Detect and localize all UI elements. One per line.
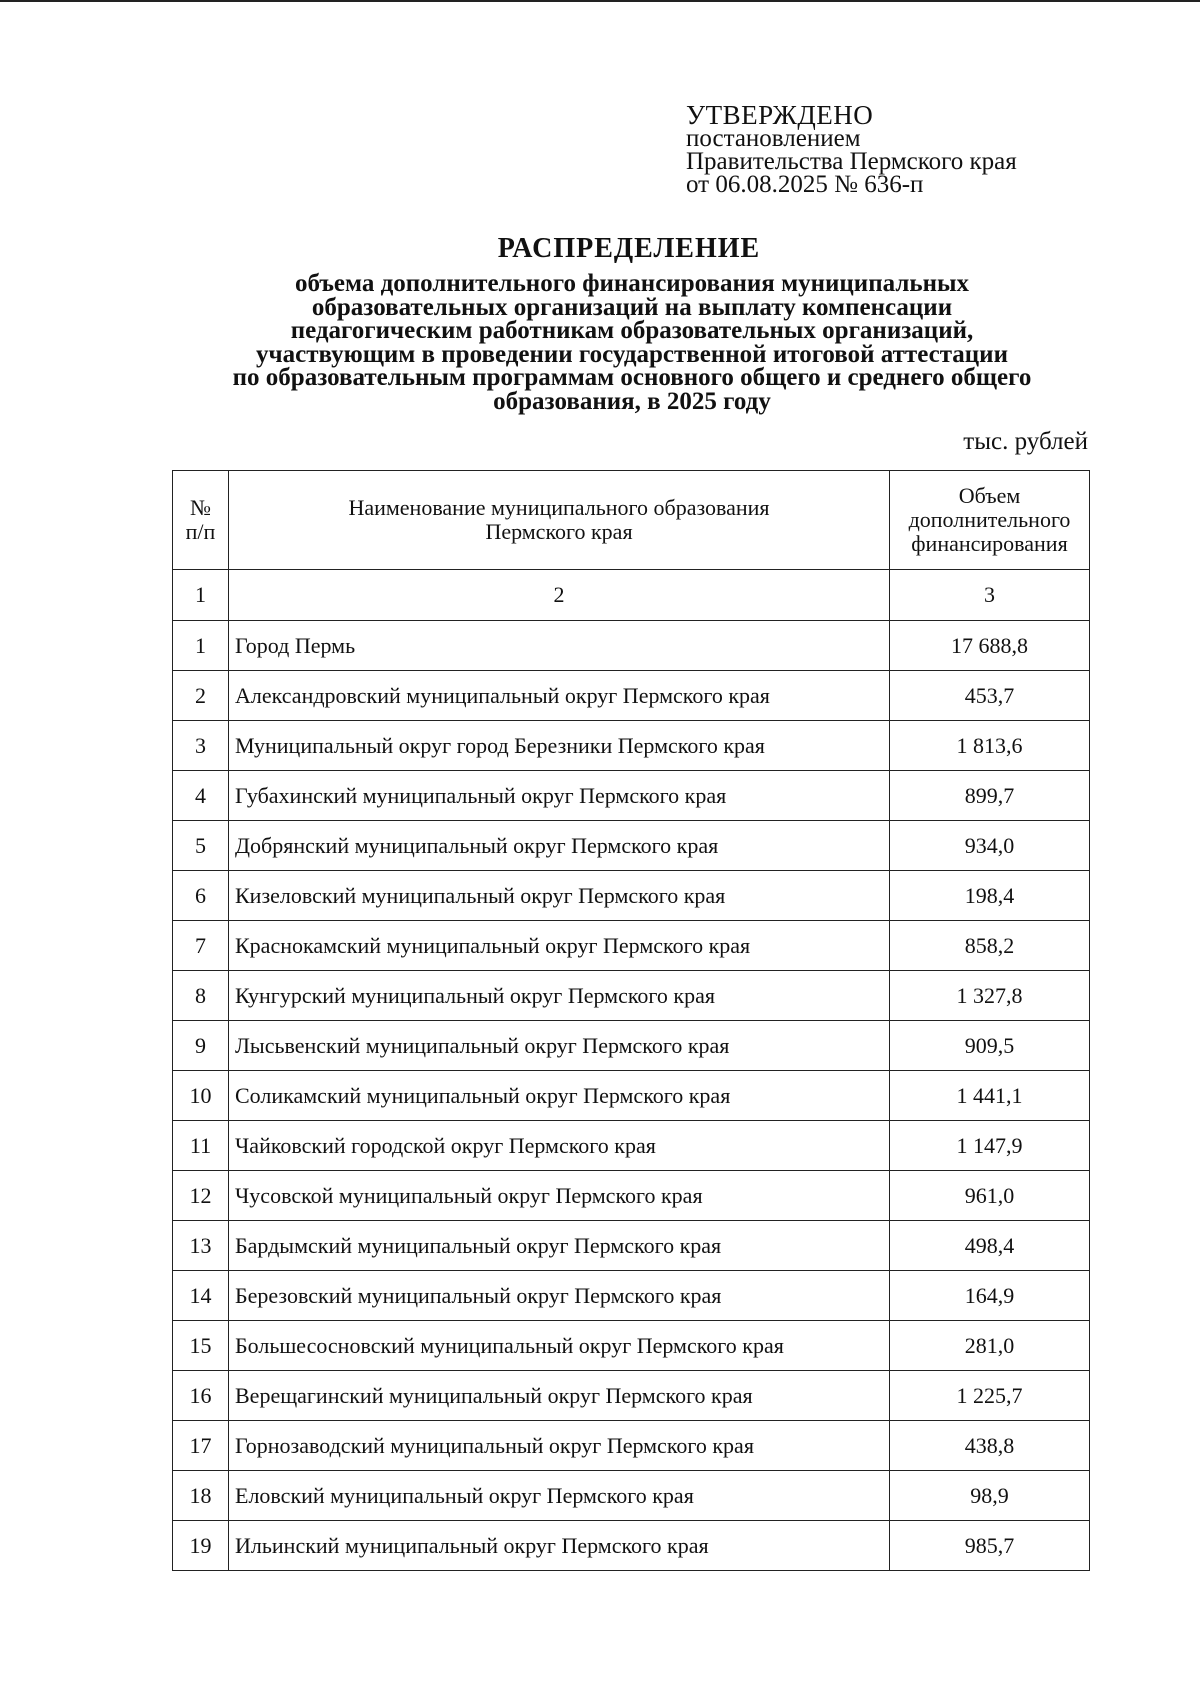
row-number: 7 <box>173 921 229 971</box>
table-row <box>173 1271 1090 1321</box>
funding-value: 453,7 <box>890 671 1090 721</box>
column-index-row <box>173 570 1090 621</box>
table-row <box>173 821 1090 871</box>
funding-value: 934,0 <box>890 821 1090 871</box>
table-header-row <box>173 471 1090 570</box>
approval-stamp <box>686 100 1017 198</box>
funding-value: 909,5 <box>890 1021 1090 1071</box>
funding-value: 985,7 <box>890 1521 1090 1571</box>
municipality-name: Верещагинский муниципальный округ Пермского края <box>229 1371 890 1421</box>
header-number-line: № <box>190 495 211 520</box>
header-number <box>173 471 229 570</box>
row-number: 15 <box>173 1321 229 1371</box>
municipality-name: Бардымский муниципальный округ Пермского края <box>229 1221 890 1271</box>
row-number: 18 <box>173 1471 229 1521</box>
funding-value: 1 225,7 <box>890 1371 1090 1421</box>
municipality-name: Кизеловский муниципальный округ Пермского края <box>229 871 890 921</box>
column-index: 3 <box>890 570 1090 621</box>
header-value-line: финансирования <box>911 531 1068 556</box>
municipality-name: Большесосновский муниципальный округ Пермского края <box>229 1321 890 1371</box>
row-number: 19 <box>173 1521 229 1571</box>
municipality-name: Александровский муниципальный округ Пермского края <box>229 671 890 721</box>
header-name-line: Пермского края <box>485 519 633 544</box>
row-number: 2 <box>173 671 229 721</box>
table-row <box>173 1471 1090 1521</box>
table-row <box>173 871 1090 921</box>
funding-value: 281,0 <box>890 1321 1090 1371</box>
municipality-name: Соликамский муниципальный округ Пермского края <box>229 1071 890 1121</box>
table-row <box>173 721 1090 771</box>
funding-value: 17 688,8 <box>890 621 1090 671</box>
funding-value: 1 327,8 <box>890 971 1090 1021</box>
header-number-line: п/п <box>185 519 216 544</box>
units-label: тыс. рублей <box>963 428 1088 455</box>
municipality-name: Губахинский муниципальный округ Пермского края <box>229 771 890 821</box>
approved-heading: УТВЕРЖДЕНО <box>686 100 874 130</box>
row-number: 4 <box>173 771 229 821</box>
document-title: РАСПРЕДЕЛЕНИЕ <box>497 233 761 264</box>
table-row <box>173 971 1090 1021</box>
funding-value: 1 813,6 <box>890 721 1090 771</box>
row-number: 3 <box>173 721 229 771</box>
row-number: 1 <box>173 621 229 671</box>
header-value-line: дополнительного <box>908 507 1071 532</box>
municipality-name: Горнозаводский муниципальный округ Пермского края <box>229 1421 890 1471</box>
table-row <box>173 1371 1090 1421</box>
table-row <box>173 671 1090 721</box>
table-row <box>173 1321 1090 1371</box>
header-name <box>229 471 890 570</box>
municipality-name: Чайковский городской округ Пермского края <box>229 1121 890 1171</box>
row-number: 12 <box>173 1171 229 1221</box>
table-row <box>173 1071 1090 1121</box>
municipality-name: Чусовской муниципальный округ Пермского края <box>229 1171 890 1221</box>
subtitle-line: образовательных организаций на выплату компенсации <box>311 293 953 321</box>
table-row <box>173 1171 1090 1221</box>
header-value-line: Объем <box>958 483 1021 508</box>
row-number: 9 <box>173 1021 229 1071</box>
municipality-name: Город Пермь <box>229 621 890 671</box>
table-row <box>173 1021 1090 1071</box>
subtitle-line: педагогическим работникам образовательных организаций, <box>290 317 974 344</box>
municipality-name: Краснокамский муниципальный округ Пермского края <box>229 921 890 971</box>
funding-value: 198,4 <box>890 871 1090 921</box>
approval-line-1: постановлением <box>686 125 861 152</box>
subtitle-line: объема дополнительного финансирования муниципальных <box>294 270 970 297</box>
table-row <box>173 1121 1090 1171</box>
table-row <box>173 621 1090 671</box>
municipality-name: Кунгурский муниципальный округ Пермского края <box>229 971 890 1021</box>
table-row <box>173 1221 1090 1271</box>
column-index: 1 <box>173 570 229 621</box>
funding-value: 438,8 <box>890 1421 1090 1471</box>
municipality-name: Березовский муниципальный округ Пермского края <box>229 1271 890 1321</box>
table-row <box>173 921 1090 971</box>
row-number: 11 <box>173 1121 229 1171</box>
funding-value: 858,2 <box>890 921 1090 971</box>
row-number: 8 <box>173 971 229 1021</box>
header-value <box>890 471 1090 570</box>
funding-value: 498,4 <box>890 1221 1090 1271</box>
row-number: 13 <box>173 1221 229 1271</box>
column-index: 2 <box>229 570 890 621</box>
document-subtitle <box>160 272 1104 413</box>
row-number: 5 <box>173 821 229 871</box>
subtitle-line: образования, в 2025 году <box>493 387 771 415</box>
municipality-name: Муниципальный округ город Березники Пермского края <box>229 721 890 771</box>
municipality-name: Ильинский муниципальный округ Пермского края <box>229 1521 890 1571</box>
municipality-name: Лысьвенский муниципальный округ Пермского края <box>229 1021 890 1071</box>
header-name-line: Наименование муниципального образования <box>348 495 770 520</box>
funding-value: 98,9 <box>890 1471 1090 1521</box>
funding-value: 1 441,1 <box>890 1071 1090 1121</box>
row-number: 6 <box>173 871 229 921</box>
municipality-name: Еловский муниципальный округ Пермского края <box>229 1471 890 1521</box>
funding-value: 961,0 <box>890 1171 1090 1221</box>
allocation-table <box>172 470 1090 1571</box>
row-number: 14 <box>173 1271 229 1321</box>
funding-value: 164,9 <box>890 1271 1090 1321</box>
municipality-name: Добрянский муниципальный округ Пермского края <box>229 821 890 871</box>
row-number: 17 <box>173 1421 229 1471</box>
approval-line-2: Правительства Пермского края <box>686 148 1017 175</box>
subtitle-line: участвующим в проведении государственной итоговой аттестации <box>256 340 1008 368</box>
table-row <box>173 771 1090 821</box>
funding-value: 1 147,9 <box>890 1121 1090 1171</box>
row-number: 16 <box>173 1371 229 1421</box>
subtitle-line: по образовательным программам основного общего и среднего общего <box>232 364 1032 391</box>
table-row <box>173 1521 1090 1571</box>
page-top-edge <box>0 0 1200 2</box>
approval-line-3: от 06.08.2025 № 636-п <box>686 171 924 198</box>
funding-value: 899,7 <box>890 771 1090 821</box>
row-number: 10 <box>173 1071 229 1121</box>
table-row <box>173 1421 1090 1471</box>
